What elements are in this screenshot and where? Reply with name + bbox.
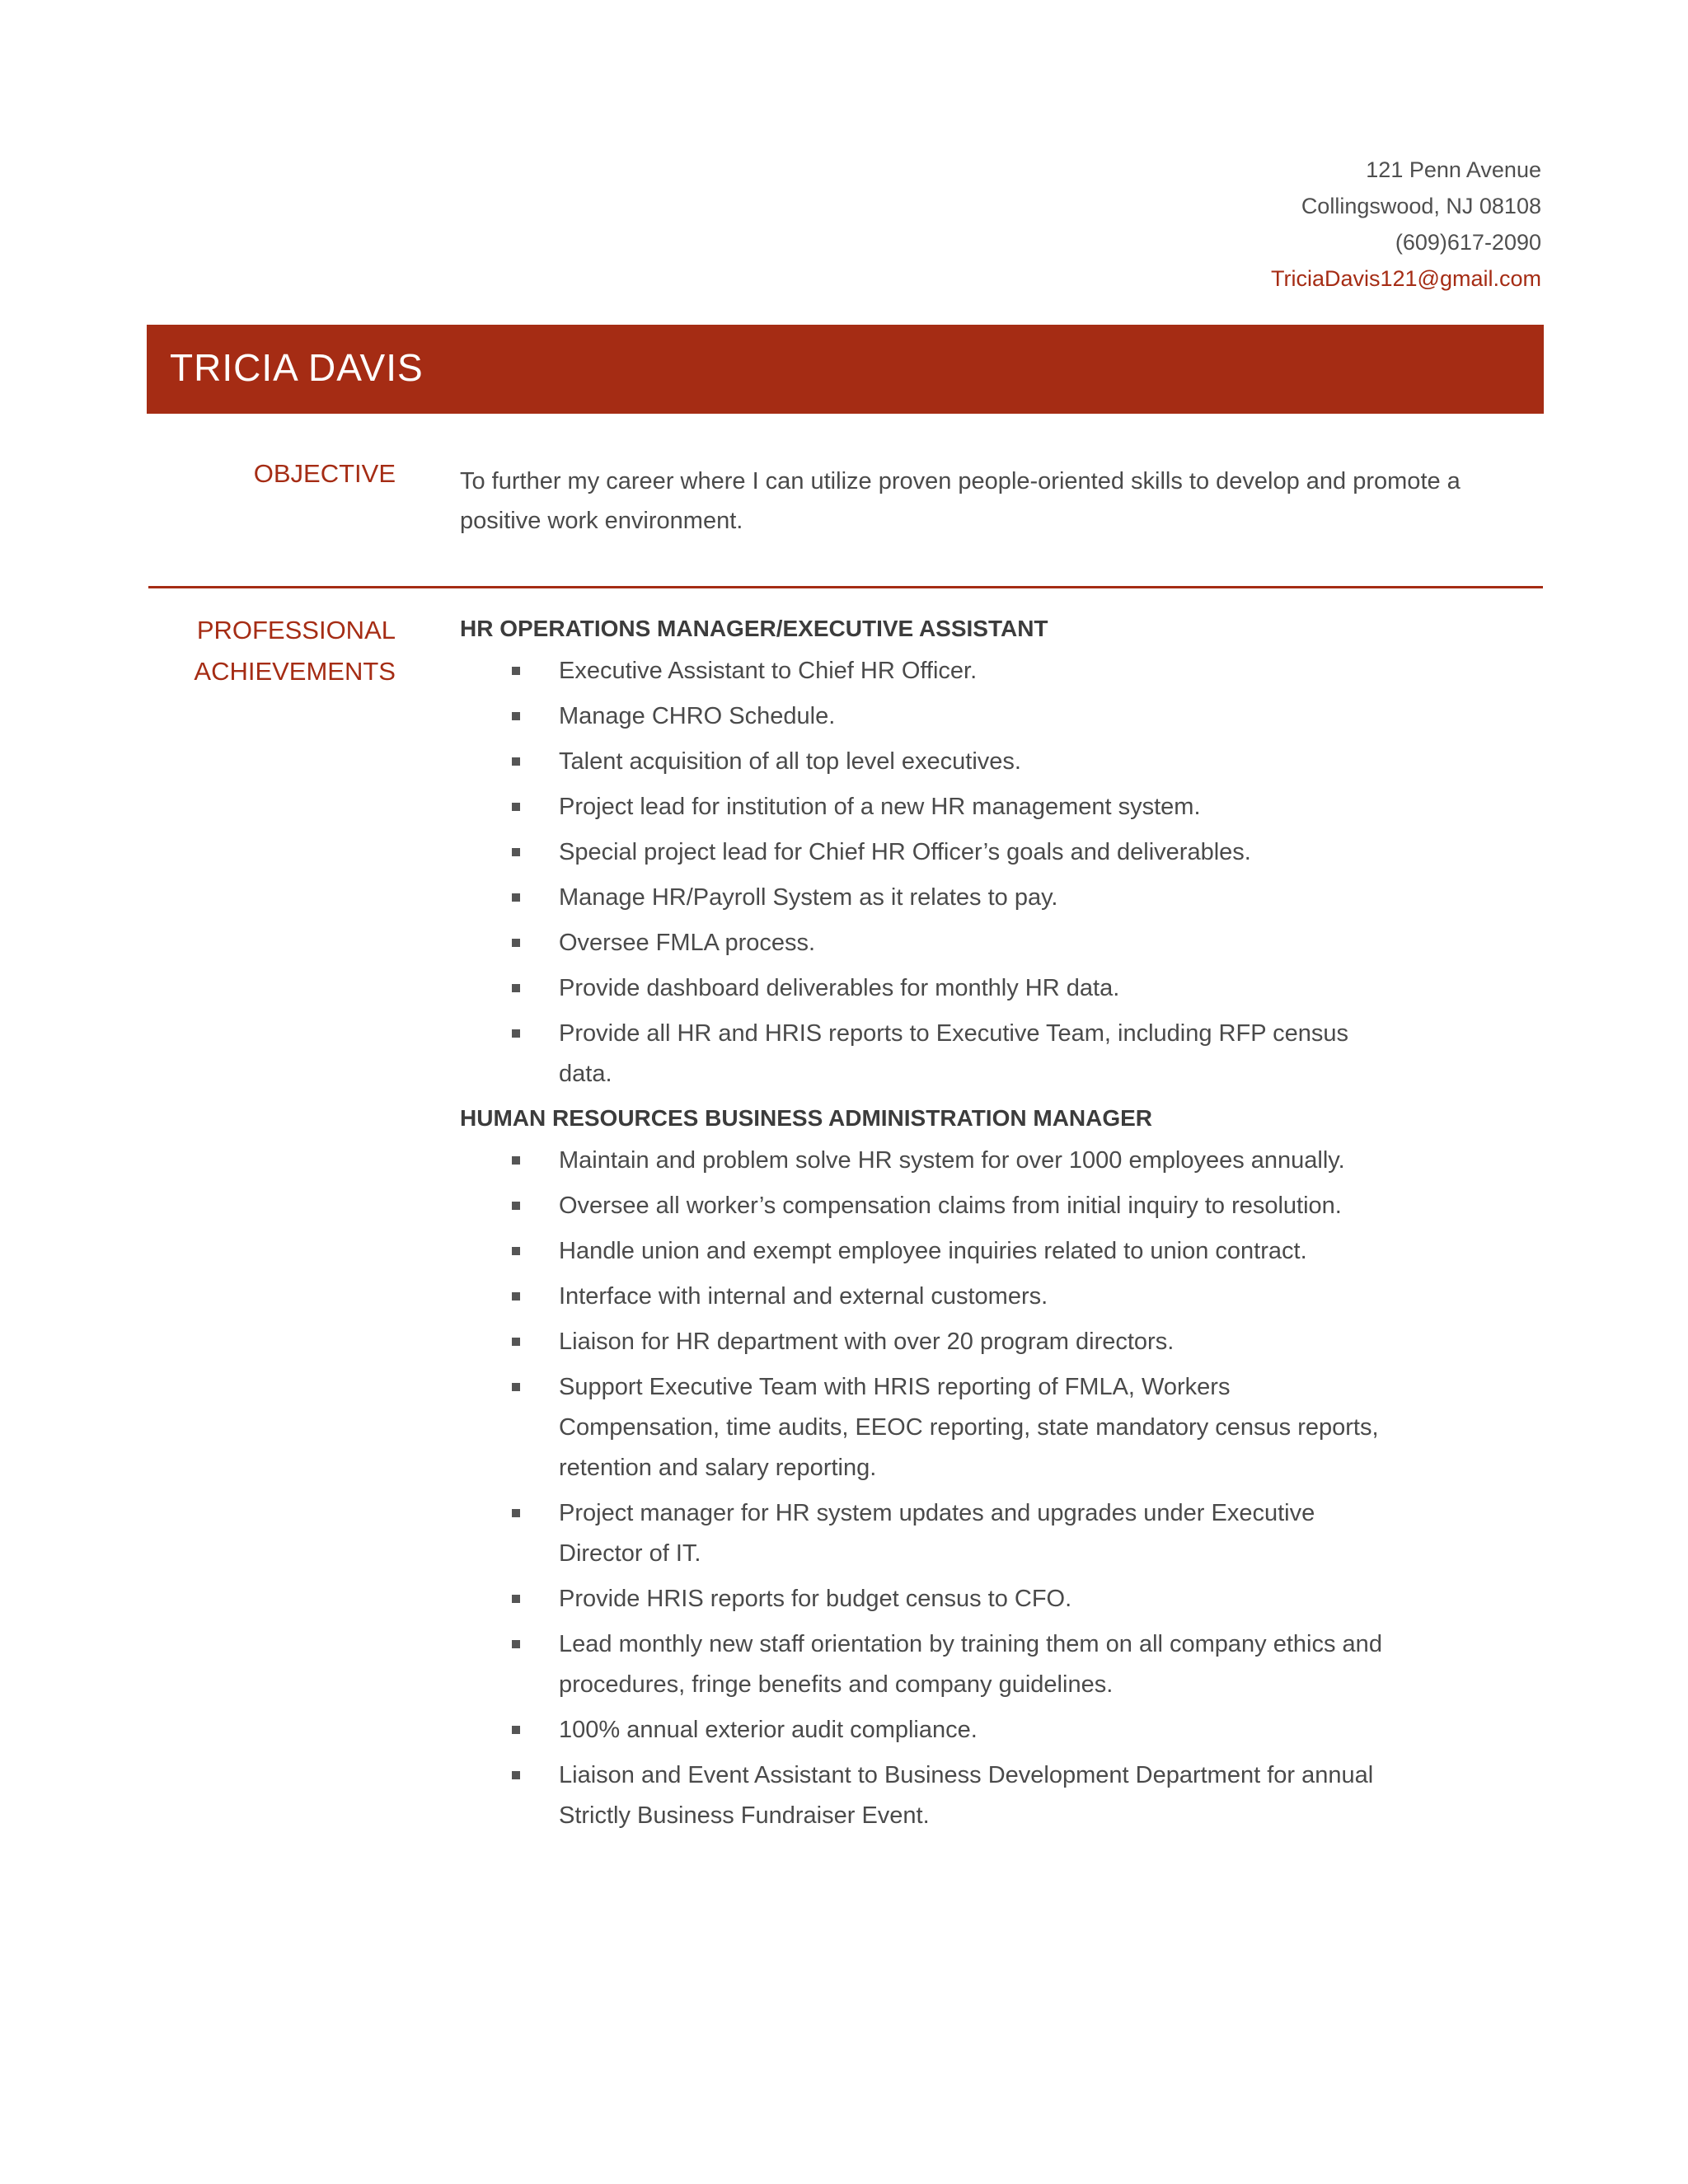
job-title: HUMAN RESOURCES BUSINESS ADMINISTRATION MANAGER	[460, 1105, 1153, 1131]
candidate-name: TRICIA DAVIS	[170, 346, 424, 389]
square-bullet-icon	[512, 712, 520, 720]
square-bullet-icon	[512, 1771, 520, 1779]
list-item	[460, 1493, 1383, 1574]
list-item-text: Manage HR/Payroll System as it relates to pay.	[559, 884, 1058, 911]
list-item-text: Provide dashboard deliverables for monthly HR data.	[559, 975, 1120, 1001]
list-item-text: Talent acquisition of all top level executives.	[559, 748, 1021, 775]
job-section	[460, 1099, 1449, 1836]
square-bullet-icon	[512, 1383, 520, 1391]
list-item	[460, 832, 1383, 873]
square-bullet-icon	[512, 803, 520, 811]
list-item-text: Special project lead for Chief HR Officer’s goals and deliverables.	[559, 839, 1251, 865]
list-item	[460, 1231, 1383, 1272]
square-bullet-icon	[512, 1338, 520, 1346]
list-item	[460, 742, 1383, 782]
contact-address: 121 Penn Avenue	[1366, 157, 1541, 182]
square-bullet-icon	[512, 757, 520, 766]
contact-email-link[interactable]: TriciaDavis121@gmail.com	[1271, 266, 1541, 291]
achievements-heading-line1: PROFESSIONAL	[196, 616, 396, 644]
list-item-text: Support Executive Team with HRIS reporting of FMLA, Workers Compensation, time audits, EEOC reporting, state mandatory census reports, retention and salary reporting.	[559, 1374, 1379, 1481]
list-item-text: Executive Assistant to Chief HR Officer.	[559, 658, 978, 684]
list-item	[460, 1624, 1383, 1705]
list-item	[460, 1277, 1383, 1317]
job-section	[460, 610, 1449, 1094]
square-bullet-icon	[512, 1726, 520, 1734]
list-item	[460, 1755, 1383, 1836]
list-item	[460, 878, 1383, 918]
list-item-text: Oversee all worker’s compensation claims from initial inquiry to resolution.	[559, 1193, 1342, 1219]
list-item	[460, 1710, 1383, 1750]
square-bullet-icon	[512, 1247, 520, 1255]
square-bullet-icon	[512, 984, 520, 992]
bullet-list	[460, 1141, 1449, 1836]
list-item	[460, 968, 1383, 1009]
list-item	[460, 1322, 1383, 1362]
list-item-text: Provide HRIS reports for budget census to CFO.	[559, 1586, 1072, 1612]
list-item-text: Project manager for HR system updates and upgrades under Executive Director of IT.	[559, 1500, 1315, 1567]
list-item	[460, 1014, 1383, 1094]
list-item-text: Liaison and Event Assistant to Business Development Department for annual Strictly Business Fundraiser Event.	[559, 1762, 1374, 1829]
square-bullet-icon	[512, 1640, 520, 1648]
square-bullet-icon	[512, 893, 520, 902]
list-item	[460, 1186, 1383, 1226]
square-bullet-icon	[512, 1029, 520, 1038]
square-bullet-icon	[512, 1509, 520, 1517]
contact-city: Collingswood, NJ 08108	[1301, 194, 1541, 218]
objective-text: To further my career where I can utilize proven people-oriented skills to develop and promote a positive work environment.	[460, 468, 1461, 534]
list-item-text: 100% annual exterior audit compliance.	[559, 1717, 978, 1743]
job-title: HR OPERATIONS MANAGER/EXECUTIVE ASSISTANT	[460, 616, 1048, 641]
list-item-text: Oversee FMLA process.	[559, 930, 816, 956]
list-item	[460, 1579, 1383, 1619]
contact-phone: (609)617-2090	[1395, 230, 1541, 255]
list-item-text: Project lead for institution of a new HR management system.	[559, 794, 1201, 820]
list-item	[460, 696, 1383, 737]
square-bullet-icon	[512, 1156, 520, 1165]
list-item	[460, 923, 1383, 963]
achievements-list	[460, 610, 1449, 1841]
contact-block	[1271, 152, 1541, 297]
list-item-text: Maintain and problem solve HR system for over 1000 employees annually.	[559, 1147, 1345, 1174]
list-item	[460, 651, 1383, 691]
list-item-text: Provide all HR and HRIS reports to Executive Team, including RFP census data.	[559, 1020, 1348, 1087]
list-item	[460, 1367, 1383, 1488]
square-bullet-icon	[512, 1292, 520, 1301]
square-bullet-icon	[512, 667, 520, 675]
square-bullet-icon	[512, 848, 520, 856]
square-bullet-icon	[512, 1202, 520, 1210]
list-item-text: Interface with internal and external customers.	[559, 1283, 1048, 1310]
list-item-text: Handle union and exempt employee inquiries related to union contract.	[559, 1238, 1307, 1264]
name-banner	[147, 325, 1544, 414]
objective-heading: OBJECTIVE	[253, 459, 396, 488]
achievements-heading	[194, 610, 396, 692]
list-item	[460, 787, 1383, 827]
square-bullet-icon	[512, 939, 520, 947]
list-item	[460, 1141, 1383, 1181]
square-bullet-icon	[512, 1595, 520, 1603]
list-item-text: Manage CHRO Schedule.	[559, 703, 836, 729]
achievements-heading-line2: ACHIEVEMENTS	[194, 657, 396, 686]
list-item-text: Lead monthly new staff orientation by training them on all company ethics and procedures, fringe benefits and company guidelines.	[559, 1631, 1382, 1698]
list-item-text: Liaison for HR department with over 20 program directors.	[559, 1329, 1175, 1355]
bullet-list	[460, 651, 1449, 1094]
section-divider	[148, 586, 1543, 588]
